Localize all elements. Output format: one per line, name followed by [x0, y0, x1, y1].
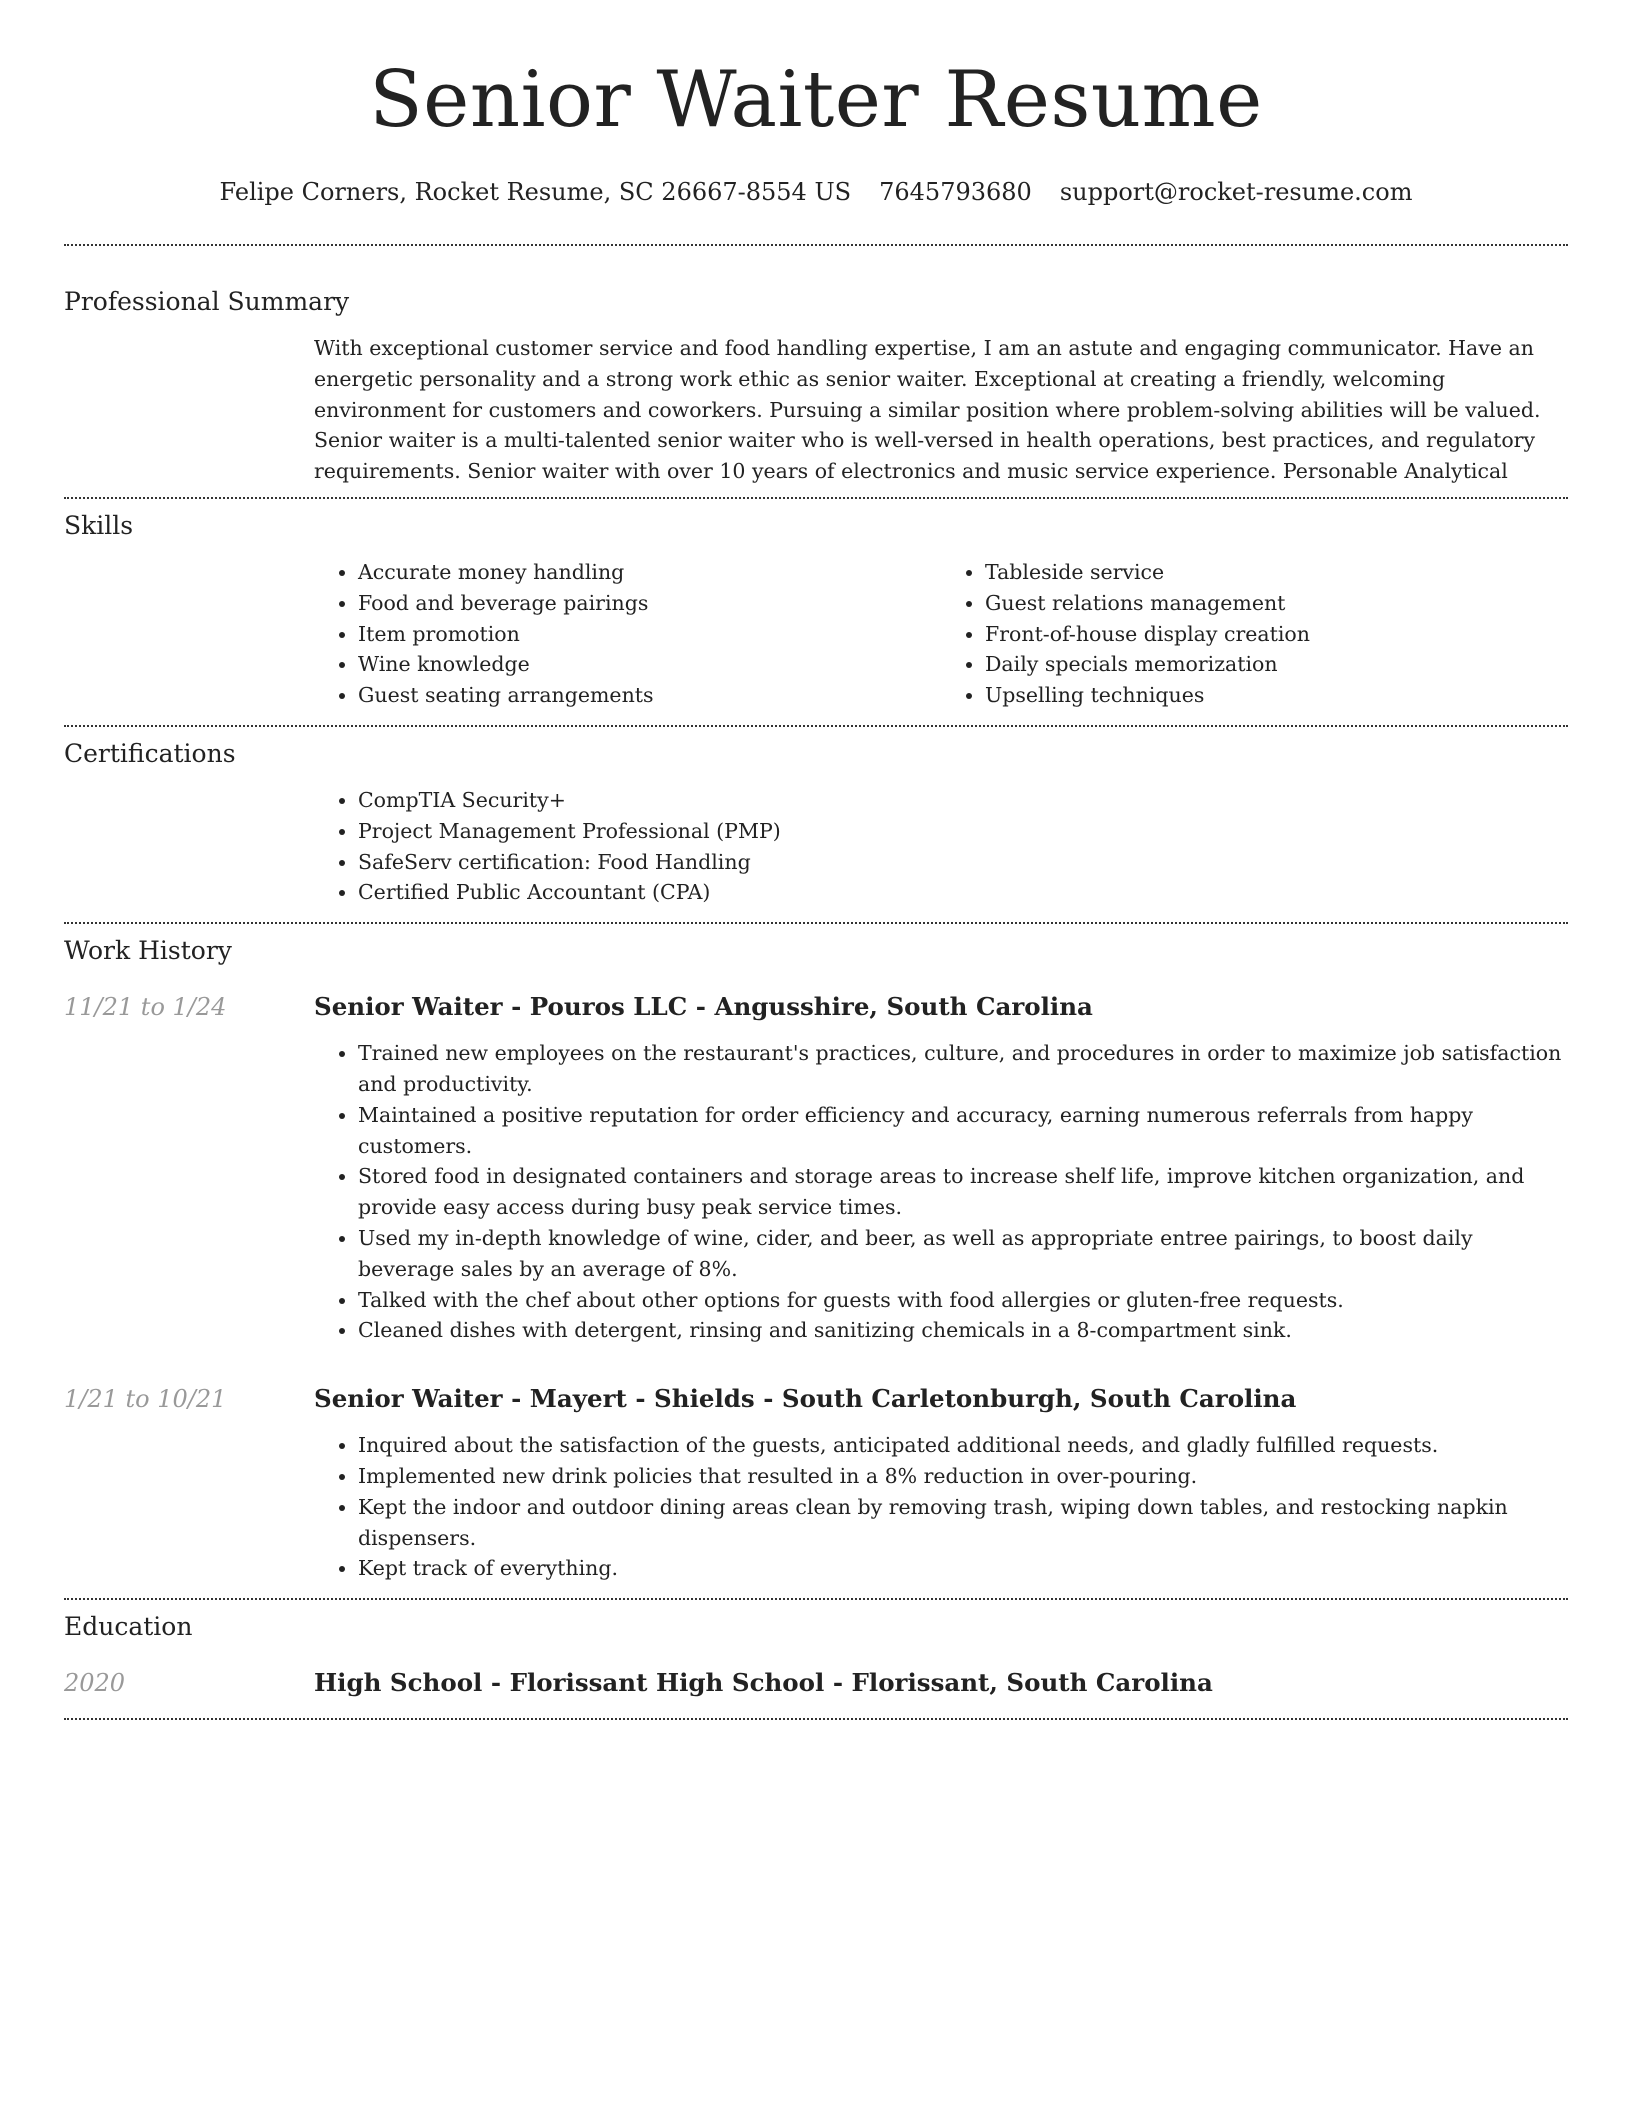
- work-section: [64, 924, 1568, 1584]
- certification-item: • SafeServ certification: Food Handling: [358, 847, 1568, 878]
- job-bullet: • Stored food in designated containers and storage areas to increase shelf life, improve kitchen organization, and provide easy access during busy peak service times.: [358, 1161, 1568, 1223]
- certifications-heading: Certifications: [64, 738, 236, 768]
- summary-section: [64, 246, 1568, 487]
- job-bullet: • Inquired about the satisfaction of the guests, anticipated additional needs, and gladly fulfilled requests.: [358, 1430, 1568, 1461]
- job-bullet: • Cleaned dishes with detergent, rinsing and sanitizing chemicals in a 8-compartment sink.: [358, 1315, 1568, 1346]
- summary-heading: Professional Summary: [64, 287, 350, 316]
- skill-item: • Guest relations management: [985, 588, 1568, 619]
- skills-heading: Skills: [64, 510, 134, 540]
- skill-item: • Guest seating arrangements: [358, 680, 941, 711]
- certification-item: • Certified Public Accountant (CPA): [358, 877, 1568, 908]
- job-bullet: • Implemented new drink policies that resulted in a 8% reduction in over-pouring.: [358, 1461, 1568, 1492]
- job-date: 1/21 to 10/21: [64, 1385, 227, 1414]
- job-title: Senior Waiter - Mayert - Shields - South Carletonburgh, South Carolina: [314, 1384, 1297, 1414]
- contact-address: Felipe Corners, Rocket Resume, SC 26667-8554 US: [219, 178, 852, 206]
- work-heading: Work History: [64, 936, 232, 966]
- job-bullet: • Kept the indoor and outdoor dining areas clean by removing trash, wiping down tables, and restocking napkin dispensers.: [358, 1492, 1568, 1554]
- job-bullet: • Talked with the chef about other options for guests with food allergies or gluten-free requests.: [358, 1285, 1568, 1316]
- education-date: 2020: [64, 1669, 126, 1698]
- education-entry: [64, 1666, 1568, 1700]
- skill-item: • Daily specials memorization: [985, 649, 1568, 680]
- skills-list-left: [314, 557, 941, 711]
- certifications-section: [64, 727, 1568, 908]
- contact-phone: 7645793680: [879, 178, 1032, 206]
- job-title: Senior Waiter - Pouros LLC - Angusshire, South Carolina: [314, 992, 1093, 1022]
- skill-item: • Item promotion: [358, 619, 941, 650]
- skill-item: • Accurate money handling: [358, 557, 941, 588]
- summary-text: With exceptional customer service and food handling expertise, I am an astute and engaging communicator. Have an energetic personality and a strong work ethic as senior waiter. Exceptional at creating a friendly, welcoming environment for customers and coworkers. Pursuing a similar position where problem-solving abilities will be valued. Senior waiter is a multi-talented senior waiter who is well-versed in health operations, best practices, and regulatory requirements. Senior waiter with over 10 years of electronics and music service experience. Personable Analytical: [314, 336, 1541, 484]
- skills-list-right: [941, 557, 1568, 711]
- job-bullet: • Used my in-depth knowledge of wine, cider, and beer, as well as appropriate entree pairings, to boost daily beverage sales by an average of 8%.: [358, 1223, 1568, 1285]
- skill-item: • Tableside service: [985, 557, 1568, 588]
- skill-item: • Food and beverage pairings: [358, 588, 941, 619]
- resume-title: Senior Waiter Resume: [369, 55, 1263, 145]
- education-title: High School - Florissant High School - Florissant, South Carolina: [314, 1668, 1213, 1698]
- job-entry: [64, 990, 1568, 1346]
- education-heading: Education: [64, 1612, 193, 1642]
- education-section: [64, 1600, 1568, 1700]
- job-bullets: [314, 1038, 1568, 1346]
- job-bullets: [314, 1430, 1568, 1584]
- skills-section: [64, 499, 1568, 711]
- job-bullet: • Trained new employees on the restaurant's practices, culture, and procedures in order to maximize job satisfaction and productivity.: [358, 1038, 1568, 1100]
- skill-item: • Wine knowledge: [358, 649, 941, 680]
- job-date: 11/21 to 1/24: [64, 993, 227, 1022]
- contact-line: [64, 176, 1568, 208]
- certifications-list: [314, 785, 1568, 908]
- certification-item: • CompTIA Security+: [358, 785, 1568, 816]
- certification-item: • Project Management Professional (PMP): [358, 816, 1568, 847]
- job-entry: [64, 1382, 1568, 1584]
- skill-item: • Front-of-house display creation: [985, 619, 1568, 650]
- job-bullet: • Maintained a positive reputation for order efficiency and accuracy, earning numerous referrals from happy customers.: [358, 1100, 1568, 1162]
- skill-item: • Upselling techniques: [985, 680, 1568, 711]
- job-bullet: • Kept track of everything.: [358, 1553, 1568, 1584]
- contact-email: support@rocket-resume.com: [1059, 178, 1413, 206]
- education-divider: [64, 1718, 1568, 1720]
